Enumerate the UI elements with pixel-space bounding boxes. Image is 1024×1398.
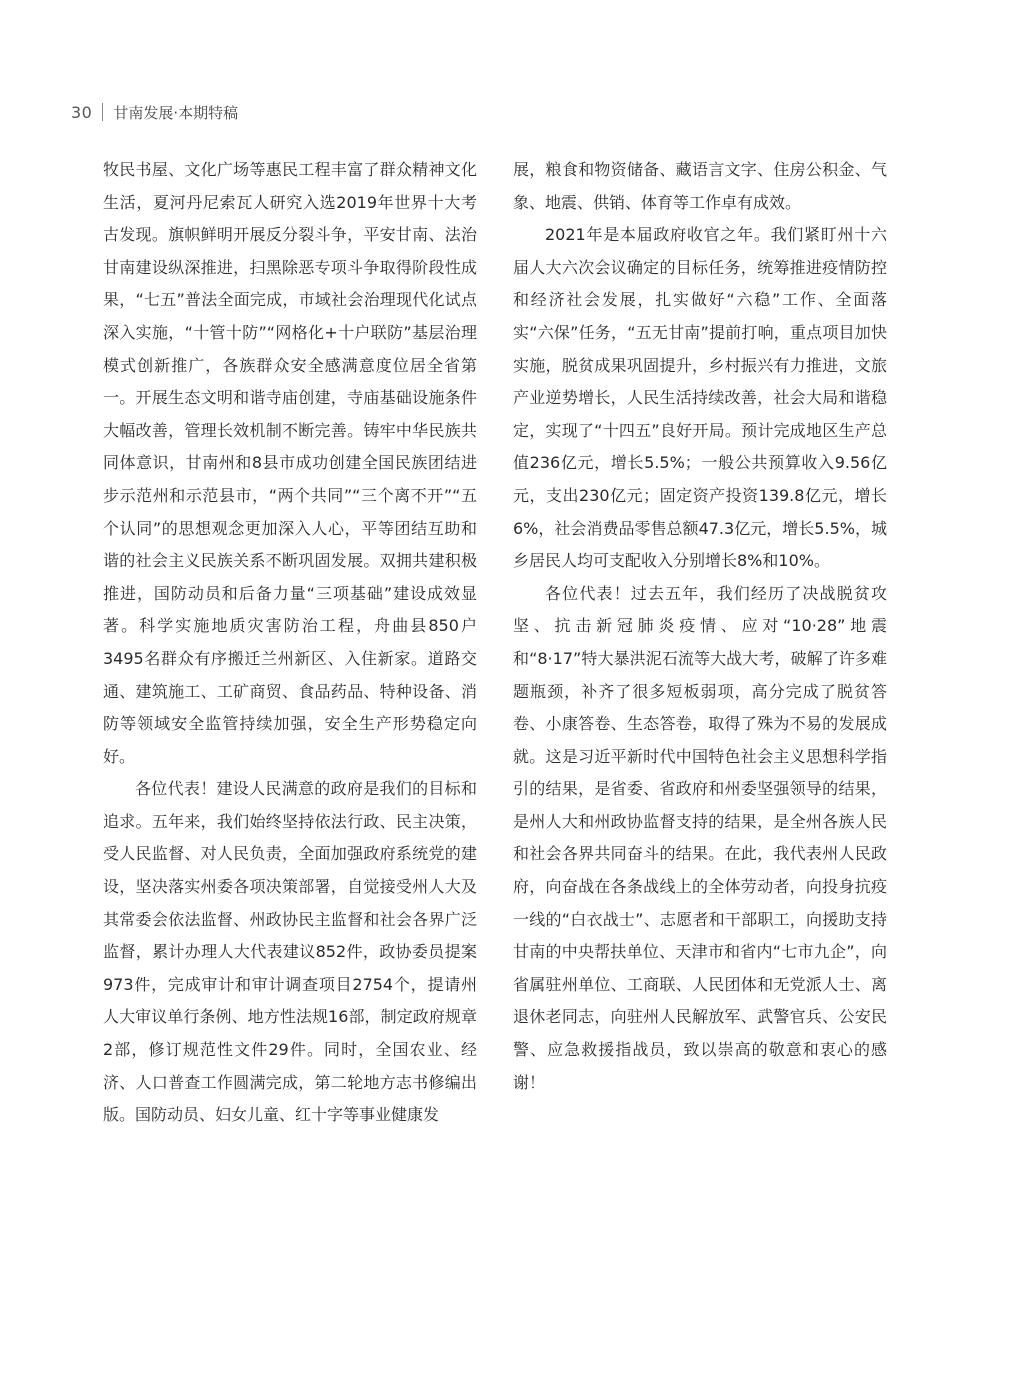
section-title: 甘南发展·本期特稿 — [113, 103, 239, 122]
right-column — [513, 154, 887, 1099]
paragraph: 各位代表！过去五年，我们经历了决战脱贫攻坚、抗击新冠肺炎疫情、应对“10·28”地震和“8·17”特大暴洪泥石流等大战大考，破解了许多难题瓶颈，补齐了很多短板弱项，高分完成了脱贫答卷、小康答卷、生态答卷，取得了殊为不易的发展成就。这是习近平新时代中国特色社会主义思想科学指引的结果，是省委、省政府和州委坚强领导的结果，是州人大和州政协监督支持的结果，是全州各族人民和社会各界共同奋斗的结果。在此，我代表州人民政府，向奋战在各条战线上的全体劳动者，向投身抗疫一线的“白衣战士”、志愿者和干部职工，向援助支持甘南的中央帮扶单位、天津市和省内“七市九企”，向省属驻州单位、工商联、人民团体和无党派人士、离退休老同志，向驻州人民解放军、武警官兵、公安民警、应急救援指战员，致以崇高的敬意和衷心的感谢！ — [513, 583, 887, 1092]
paragraph: 各位代表！建设人民满意的政府是我们的目标和追求。五年来，我们始终坚持依法行政、民主决策，受人民监督、对人民负责，全面加强政府系统党的建设，坚决落实州委各项决策部署，自觉接受州人大及其常委会依法监督、州政协民主监督和社会各界广泛监督，累计办理人大代表建议852件，政协委员提案973件，完成审计和审计调查项目2754个，提请州人大审议单行条例、地方性法规16部，制定政府规章2部，修订规范性文件29件。同时，全国农业、经济、人口普查工作圆满完成，第二轮地方志书修编出版。国防动员、妇女儿童、红十字等事业健康发 — [103, 779, 477, 1125]
paragraph-continued: 展，粮食和物资储备、藏语言文字、住房公积金、气象、地震、供销、体育等工作卓有成效。 — [513, 160, 887, 212]
paragraph-continued: 牧民书屋、文化广场等惠民工程丰富了群众精神文化生活，夏河丹尼索瓦人研究入选2019年世界十大考古发现。旗帜鲜明开展反分裂斗争，平安甘南、法治甘南建设纵深推进，扫黑除恶专项斗争取得阶段性成果，“七五”普法全面完成，市域社会治理现代化试点深入实施，“十管十防”“网格化+十户联防”基层治理模式创新推广，各族群众安全感满意度位居全省第一。开展生态文明和谐寺庙创建，寺庙基础设施条件大幅改善，管理长效机制不断完善。铸牢中华民族共同体意识，甘南州和8县市成功创建全国民族团结进步示范州和示范县市，“两个共同”“三个离不开”“五个认同”的思想观念更加深入人心，平等团结互助和谐的社会主义民族关系不断巩固发展。双拥共建积极推进，国防动员和后备力量“三项基础”建设成效显著。科学实施地质灾害防治工程，舟曲县850户3495名群众有序搬迁兰州新区、入住新家。道路交通、建筑施工、工矿商贸、食品药品、特种设备、消防等领域安全监管持续加强，安全生产形势稳定向好。 — [103, 160, 477, 766]
running-header — [71, 100, 238, 124]
paragraph: 2021年是本届政府收官之年。我们紧盯州十六届人大六次会议确定的目标任务，统筹推进疫情防控和经济社会发展，扎实做好“六稳”工作、全面落实“六保”任务，“五无甘南”提前打响，重点项目加快实施，脱贫成果巩固提升，乡村振兴有力推进，文旅产业逆势增长，人民生活持续改善，社会大局和谐稳定，实现了“十四五”良好开局。预计完成地区生产总值236亿元，增长5.5%；一般公共预算收入9.56亿元，支出230亿元；固定资产投资139.8亿元，增长6%，社会消费品零售总额47.3亿元，增长5.5%，城乡居民人均可支配收入分别增长8%和10%。 — [513, 225, 887, 571]
left-column — [103, 154, 477, 1132]
page-number: 30 — [71, 102, 93, 122]
header-divider — [102, 103, 103, 121]
